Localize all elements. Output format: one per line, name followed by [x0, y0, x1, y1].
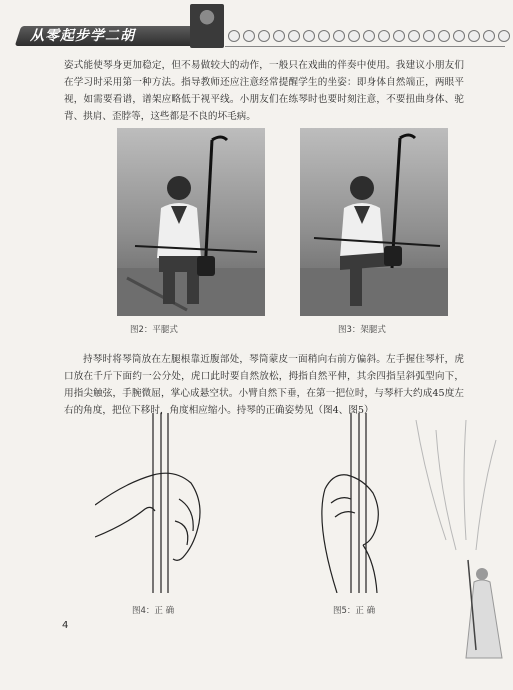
page-number: 4 — [62, 620, 69, 631]
header-decoration — [228, 30, 513, 42]
decorative-figure-illustration — [406, 420, 513, 660]
book-title: 从零起步学二胡 — [30, 28, 135, 44]
page-header — [0, 0, 513, 52]
figure-4-caption: 图4：正 确 — [132, 606, 175, 616]
figure-3-photo — [300, 128, 448, 316]
figure-3-caption: 图3：架腿式 — [338, 325, 386, 335]
body-paragraph-2: 持琴时将琴筒放在左腿根靠近腹部处，琴筒蒙皮一面稍向右前方偏斜。左手握住琴杆，虎口放在千斤下面约一公分处，虎口此时要自然放松，拇指自然平伸，其余四指呈斜弧型向下，用指尖触弦，手腕微屈，掌心成悬空状。小臂自然下垂，在第一把位时，与琴杆大约成45度左右的角度，把位下移时，角度相应缩小。持琴的正确姿势见（图4、图5） — [64, 354, 464, 416]
figure-4-drawing — [95, 413, 225, 593]
figure-2-caption: 图2：平腿式 — [130, 325, 178, 335]
body-paragraph-1: 姿式能使琴身更加稳定，但不易做较大的动作，一般只在戏曲的伴奏中使用。我建议小朋友们在学习时采用第一种方法。指导教师还应注意经常提醒学生的坐姿：即身体自然端正，两眼平视，如需要看谱，谱架应略低于视平线。小朋友们在练琴时也要时刻注意，不要扭曲身体、驼背、拱肩、歪脖等，这些都是不良的坏毛病。 — [64, 60, 464, 122]
figure-5-drawing — [311, 413, 411, 593]
figure-5-caption: 图5：正 确 — [333, 606, 376, 616]
header-rule — [225, 46, 505, 47]
erhu-player-icon — [190, 4, 224, 48]
figure-2-photo — [117, 128, 265, 316]
